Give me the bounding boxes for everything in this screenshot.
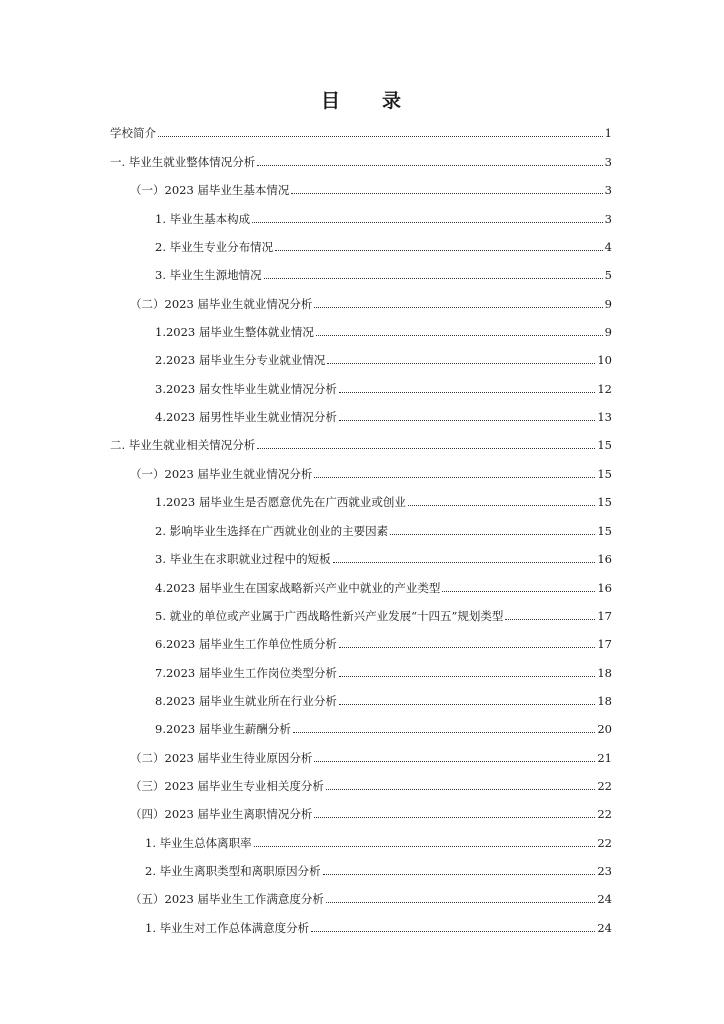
toc-leader-dots bbox=[326, 902, 595, 903]
toc-leader-dots bbox=[314, 477, 595, 478]
toc-leader-dots bbox=[257, 448, 595, 449]
toc-entry[interactable] bbox=[130, 750, 612, 770]
toc-entry-page: 17 bbox=[597, 637, 612, 651]
toc-entry[interactable] bbox=[145, 835, 612, 855]
toc-entry[interactable] bbox=[155, 494, 612, 514]
toc-entry[interactable] bbox=[130, 806, 612, 826]
toc-leader-dots bbox=[314, 817, 595, 818]
toc-entry-text: 8.2023 届毕业生就业所在行业分析 bbox=[155, 694, 337, 708]
toc-entry[interactable] bbox=[155, 523, 612, 543]
toc-entry-text: 1. 毕业生基本构成 bbox=[155, 212, 251, 226]
toc-entry-page: 10 bbox=[597, 353, 612, 367]
toc-title bbox=[0, 86, 724, 113]
toc-entry-page: 15 bbox=[597, 495, 612, 509]
toc-leader-dots bbox=[316, 335, 603, 336]
toc-leader-dots bbox=[254, 846, 596, 847]
toc-entry-text: 一. 毕业生就业整体情况分析 bbox=[110, 155, 256, 169]
toc-entry-page: 15 bbox=[597, 467, 612, 481]
toc-entry-text: 3. 毕业生生源地情况 bbox=[155, 268, 262, 282]
toc-entry[interactable] bbox=[155, 324, 612, 344]
toc-entry[interactable] bbox=[130, 182, 612, 202]
toc-entry-page: 22 bbox=[597, 807, 612, 821]
toc-entry[interactable] bbox=[110, 154, 612, 174]
toc-entry[interactable] bbox=[155, 381, 612, 401]
toc-entry-text: 4.2023 届男性毕业生就业情况分析 bbox=[155, 410, 337, 424]
toc-entry[interactable] bbox=[130, 296, 612, 316]
toc-entry-page: 13 bbox=[597, 410, 612, 424]
toc-entry-text: 1. 毕业生总体离职率 bbox=[145, 836, 252, 850]
toc-entry-text: 1.2023 届毕业生整体就业情况 bbox=[155, 325, 314, 339]
toc-entry-page: 15 bbox=[597, 438, 612, 452]
toc-entry[interactable] bbox=[155, 693, 612, 713]
toc-entry-page: 1 bbox=[604, 126, 612, 140]
toc-leader-dots bbox=[339, 420, 595, 421]
toc-entry-text: 2. 影响毕业生选择在广西就业创业的主要因素 bbox=[155, 524, 389, 538]
toc-leader-dots bbox=[291, 193, 602, 194]
toc-entry-page: 17 bbox=[597, 609, 612, 623]
toc-entry-page: 24 bbox=[597, 892, 612, 906]
toc-entry-text: 3. 毕业生在求职就业过程中的短板 bbox=[155, 552, 331, 566]
toc-entry-text: （二）2023 届毕业生待业原因分析 bbox=[130, 751, 313, 765]
toc-entry-text: （一）2023 届毕业生就业情况分析 bbox=[130, 467, 313, 481]
toc-entry[interactable] bbox=[110, 125, 612, 145]
toc-entry-page: 9 bbox=[604, 325, 612, 339]
toc-entry-text: （三）2023 届毕业生专业相关度分析 bbox=[130, 779, 324, 793]
toc-entry-page: 20 bbox=[597, 722, 612, 736]
toc-title-left: 目 bbox=[320, 90, 342, 112]
toc-leader-dots bbox=[327, 363, 595, 364]
toc-entry-text: （二）2023 届毕业生就业情况分析 bbox=[130, 297, 313, 311]
toc-entry-page: 22 bbox=[597, 836, 612, 850]
toc-entry-page: 9 bbox=[604, 297, 612, 311]
toc-entry-page: 3 bbox=[604, 183, 612, 197]
toc-entry[interactable] bbox=[155, 211, 612, 231]
toc-leader-dots bbox=[252, 222, 603, 223]
toc-entry-text: 2. 毕业生专业分布情况 bbox=[155, 240, 274, 254]
toc-entry-page: 3 bbox=[604, 212, 612, 226]
toc-entry-text: （四）2023 届毕业生离职情况分析 bbox=[130, 807, 313, 821]
toc-leader-dots bbox=[390, 534, 595, 535]
toc-entry-page: 23 bbox=[597, 864, 612, 878]
toc-leader-dots bbox=[293, 732, 595, 733]
toc-entry-page: 18 bbox=[597, 666, 612, 680]
toc-leader-dots bbox=[314, 307, 602, 308]
toc-entry-text: 6.2023 届毕业生工作单位性质分析 bbox=[155, 637, 337, 651]
toc-entry-text: 1.2023 届毕业生是否愿意优先在广西就业或创业 bbox=[155, 495, 406, 509]
toc-entry-page: 16 bbox=[597, 552, 612, 566]
toc-entry[interactable] bbox=[145, 863, 612, 883]
toc-entry-page: 21 bbox=[597, 751, 612, 765]
toc-entry[interactable] bbox=[155, 352, 612, 372]
toc-entry-page: 15 bbox=[597, 524, 612, 538]
toc-leader-dots bbox=[326, 789, 595, 790]
toc-entry[interactable] bbox=[155, 239, 612, 259]
toc-leader-dots bbox=[442, 591, 595, 592]
toc-entry-page: 12 bbox=[597, 382, 612, 396]
toc-entry[interactable] bbox=[110, 437, 612, 457]
toc-leader-dots bbox=[339, 704, 595, 705]
toc-leader-dots bbox=[505, 619, 595, 620]
toc-entry-text: 9.2023 届毕业生薪酬分析 bbox=[155, 722, 291, 736]
toc-entry-text: （一）2023 届毕业生基本情况 bbox=[130, 183, 290, 197]
toc-entry-text: 2.2023 届毕业生分专业就业情况 bbox=[155, 353, 326, 367]
toc-leader-dots bbox=[275, 250, 603, 251]
toc-entry-text: 7.2023 届毕业生工作岗位类型分析 bbox=[155, 666, 337, 680]
toc-leader-dots bbox=[339, 392, 595, 393]
toc-leader-dots bbox=[257, 165, 602, 166]
toc-entry[interactable] bbox=[155, 551, 612, 571]
toc-entry[interactable] bbox=[155, 409, 612, 429]
toc-leader-dots bbox=[314, 761, 595, 762]
toc-entry-page: 3 bbox=[604, 155, 612, 169]
toc-leader-dots bbox=[339, 647, 595, 648]
toc-entry[interactable] bbox=[155, 608, 612, 628]
toc-entry[interactable] bbox=[155, 665, 612, 685]
toc-entry[interactable] bbox=[155, 580, 612, 600]
toc-entry-text: 学校简介 bbox=[110, 126, 156, 140]
toc-entry[interactable] bbox=[130, 466, 612, 486]
toc-entry[interactable] bbox=[155, 636, 612, 656]
toc-entry-text: 5. 就业的单位或产业属于广西战略性新兴产业发展“十四五”规划类型 bbox=[155, 609, 504, 623]
toc-leader-dots bbox=[264, 278, 603, 279]
toc-leader-dots bbox=[339, 676, 595, 677]
toc-title-right: 录 bbox=[382, 90, 404, 112]
toc-entry-text: 3.2023 届女性毕业生就业情况分析 bbox=[155, 382, 337, 396]
toc-entry-text: 二. 毕业生就业相关情况分析 bbox=[110, 438, 256, 452]
toc-entry-page: 16 bbox=[597, 581, 612, 595]
toc-leader-dots bbox=[158, 136, 603, 137]
toc-entry-page: 22 bbox=[597, 779, 612, 793]
toc-entry[interactable] bbox=[145, 920, 612, 940]
toc-entry[interactable] bbox=[130, 891, 612, 911]
toc-entry[interactable] bbox=[155, 721, 612, 741]
toc-entry-text: 1. 毕业生对工作总体满意度分析 bbox=[145, 921, 310, 935]
toc-entry-text: 2. 毕业生离职类型和离职原因分析 bbox=[145, 864, 321, 878]
toc-entry-page: 4 bbox=[604, 240, 612, 254]
toc-leader-dots bbox=[333, 562, 596, 563]
toc-entry-text: 4.2023 届毕业生在国家战略新兴产业中就业的产业类型 bbox=[155, 581, 441, 595]
toc-entry-text: （五）2023 届毕业生工作满意度分析 bbox=[130, 892, 324, 906]
toc-entry[interactable] bbox=[155, 267, 612, 287]
toc-entry[interactable] bbox=[130, 778, 612, 798]
toc-entry-page: 18 bbox=[597, 694, 612, 708]
toc-leader-dots bbox=[323, 874, 596, 875]
toc-leader-dots bbox=[311, 931, 595, 932]
toc-leader-dots bbox=[408, 505, 595, 506]
toc-entry-page: 5 bbox=[604, 268, 612, 282]
toc-entry-page: 24 bbox=[597, 921, 612, 935]
